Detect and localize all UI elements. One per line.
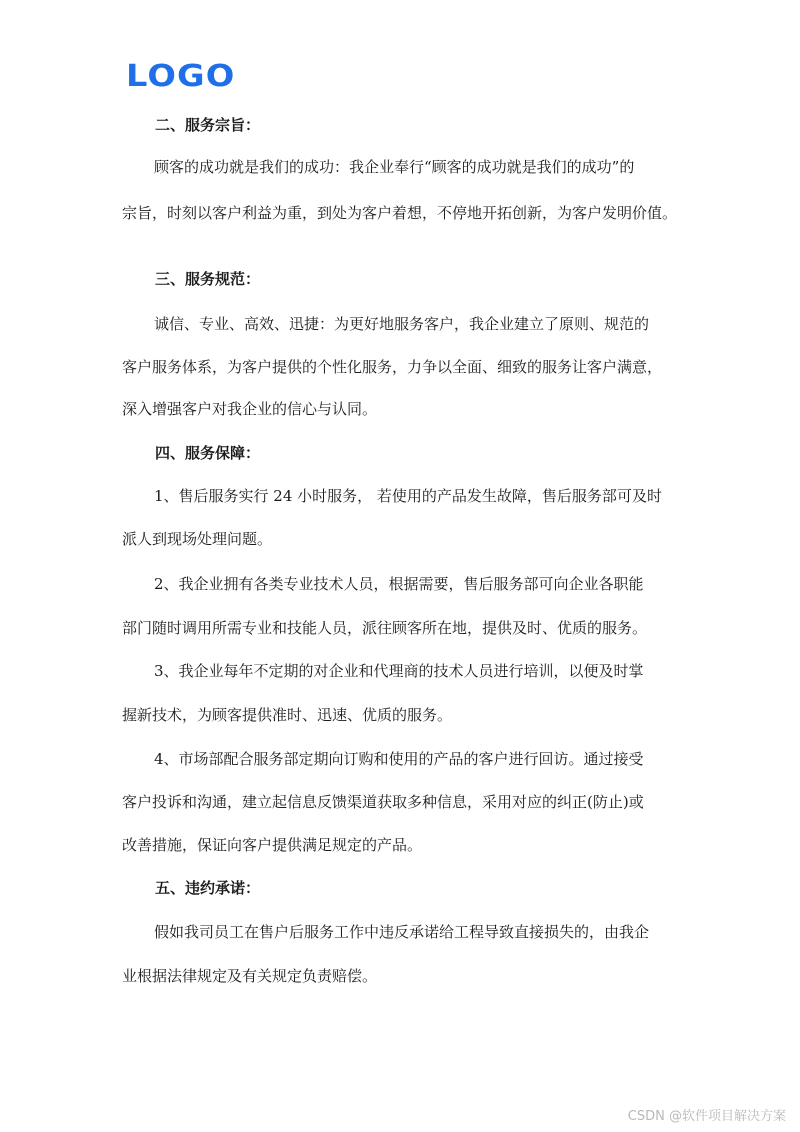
paragraph-purpose bbox=[122, 157, 692, 177]
text-line: 深入增强客户对我企业的信心与认同。 bbox=[122, 400, 378, 418]
paragraph-standards-cont2 bbox=[122, 399, 692, 419]
paragraph-standards-cont bbox=[122, 357, 692, 377]
guarantee-item-2 bbox=[122, 574, 692, 594]
text-line: 假如我司员工在售户后服务工作中违反承诺给工程导致直接损失的，由我企 bbox=[154, 923, 650, 941]
text-line: 客户投诉和沟通，建立起信息反馈渠道获取多种信息，采用对应的纠正(防止)或 bbox=[122, 793, 644, 811]
section-heading-purpose: 二、服务宗旨： bbox=[155, 116, 261, 134]
watermark: CSDN @软件项目解决方案 bbox=[627, 1109, 786, 1124]
company-logo: LOGO bbox=[126, 59, 236, 94]
text-line: 业根据法律规定及有关规定负责赔偿。 bbox=[122, 967, 378, 985]
text-line: 握新技术，为顾客提供准时、迅速、优质的服务。 bbox=[122, 706, 453, 724]
guarantee-item-3-cont bbox=[122, 705, 692, 725]
guarantee-item-4 bbox=[122, 749, 692, 769]
section-heading-breach: 五、违约承诺： bbox=[155, 879, 261, 897]
text-line: 4、市场部配合服务部定期向订购和使用的产品的客户进行回访。通过接受 bbox=[154, 750, 644, 768]
section-heading-guarantee: 四、服务保障： bbox=[155, 444, 261, 462]
text-line: 改善措施，保证向客户提供满足规定的产品。 bbox=[122, 836, 423, 854]
guarantee-item-1-cont bbox=[122, 529, 692, 549]
text-line: 2、我企业拥有各类专业技术人员，根据需要，售后服务部可向企业各职能 bbox=[154, 575, 644, 593]
text-line: 派人到现场处理问题。 bbox=[122, 530, 273, 548]
paragraph-breach bbox=[122, 922, 692, 942]
text-line: 部门随时调用所需专业和技能人员，派往顾客所在地，提供及时、优质的服务。 bbox=[122, 619, 648, 637]
text-line: 宗旨，时刻以客户利益为重，到处为客户着想，不停地开拓创新，为客户发明价值。 bbox=[122, 204, 678, 222]
guarantee-item-4-cont bbox=[122, 792, 692, 812]
paragraph-standards bbox=[122, 314, 692, 334]
paragraph-purpose-cont bbox=[122, 203, 692, 223]
text-line: 1、售后服务实行 24 小时服务， 若使用的产品发生故障，售后服务部可及时 bbox=[154, 487, 662, 505]
text-line: 3、我企业每年不定期的对企业和代理商的技术人员进行培训，以便及时掌 bbox=[154, 662, 644, 680]
section-heading-standards: 三、服务规范： bbox=[155, 270, 261, 288]
text-line: 诚信、专业、高效、迅捷：为更好地服务客户，我企业建立了原则、规范的 bbox=[154, 315, 650, 333]
guarantee-item-2-cont bbox=[122, 618, 692, 638]
text-line: 客户服务体系，为客户提供的个性化服务，力争以全面、细致的服务让客户满意， bbox=[122, 358, 663, 376]
guarantee-item-4-cont2 bbox=[122, 835, 692, 855]
guarantee-item-3 bbox=[122, 661, 692, 681]
paragraph-breach-cont bbox=[122, 966, 692, 986]
text-line: 顾客的成功就是我们的成功：我企业奉行“顾客的成功就是我们的成功”的 bbox=[154, 158, 635, 176]
guarantee-item-1 bbox=[122, 486, 692, 506]
